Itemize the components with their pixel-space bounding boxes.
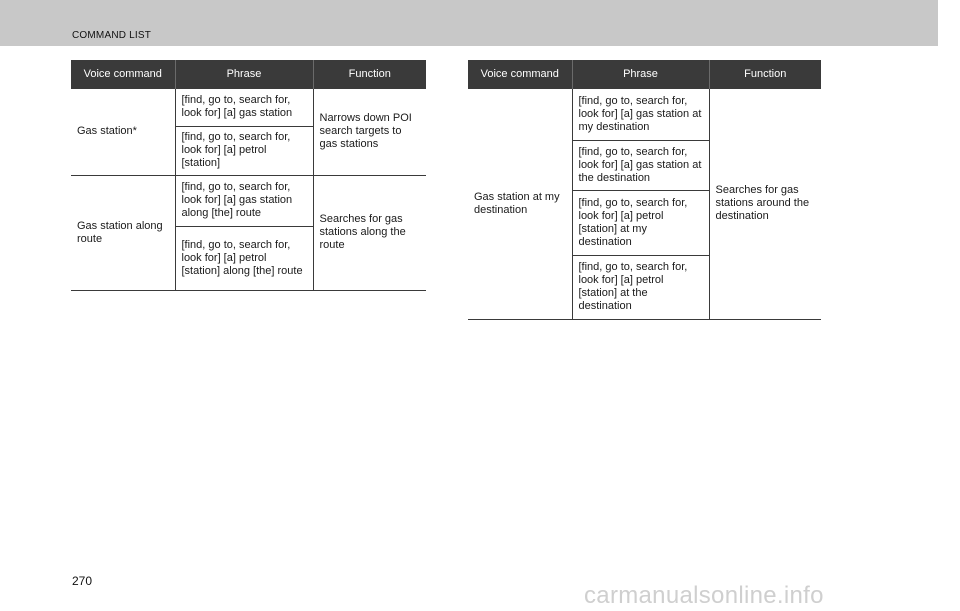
function-cell: Searches for gas stations along the route: [313, 175, 426, 290]
phrase-cell: [find, go to, search for, look for] [a] petrol [station] at the destination: [572, 255, 709, 319]
phrase-cell: [find, go to, search for, look for] [a] petrol [station]: [175, 126, 313, 175]
phrase-cell: [find, go to, search for, look for] [a] gas station along [the] route: [175, 175, 313, 226]
voice-command-cell: Gas station at my destination: [468, 89, 572, 319]
function-cell: Searches for gas stations around the destination: [709, 89, 821, 319]
column-header-voice-command: Voice command: [71, 60, 175, 89]
phrase-cell: [find, go to, search for, look for] [a] gas station at the destination: [572, 140, 709, 190]
column-header-phrase: Phrase: [572, 60, 709, 89]
watermark: carmanualsonline.info: [584, 582, 824, 609]
phrase-cell: [find, go to, search for, look for] [a] gas station: [175, 89, 313, 126]
column-header-function: Function: [709, 60, 821, 89]
page-section-title: COMMAND LIST: [72, 30, 152, 41]
function-cell: Narrows down POI search targets to gas stations: [313, 89, 426, 175]
command-table-right: [468, 60, 821, 320]
voice-command-cell: Gas station*: [71, 89, 175, 175]
command-table-left: [71, 60, 426, 291]
phrase-cell: [find, go to, search for, look for] [a] petrol [station] along [the] route: [175, 226, 313, 290]
page-number: 270: [72, 574, 93, 588]
phrase-cell: [find, go to, search for, look for] [a] gas station at my destination: [572, 89, 709, 140]
column-header-voice-command: Voice command: [468, 60, 572, 89]
column-header-function: Function: [313, 60, 426, 89]
voice-command-cell: Gas station along route: [71, 175, 175, 290]
column-header-phrase: Phrase: [175, 60, 313, 89]
phrase-cell: [find, go to, search for, look for] [a] petrol [station] at my destination: [572, 190, 709, 255]
